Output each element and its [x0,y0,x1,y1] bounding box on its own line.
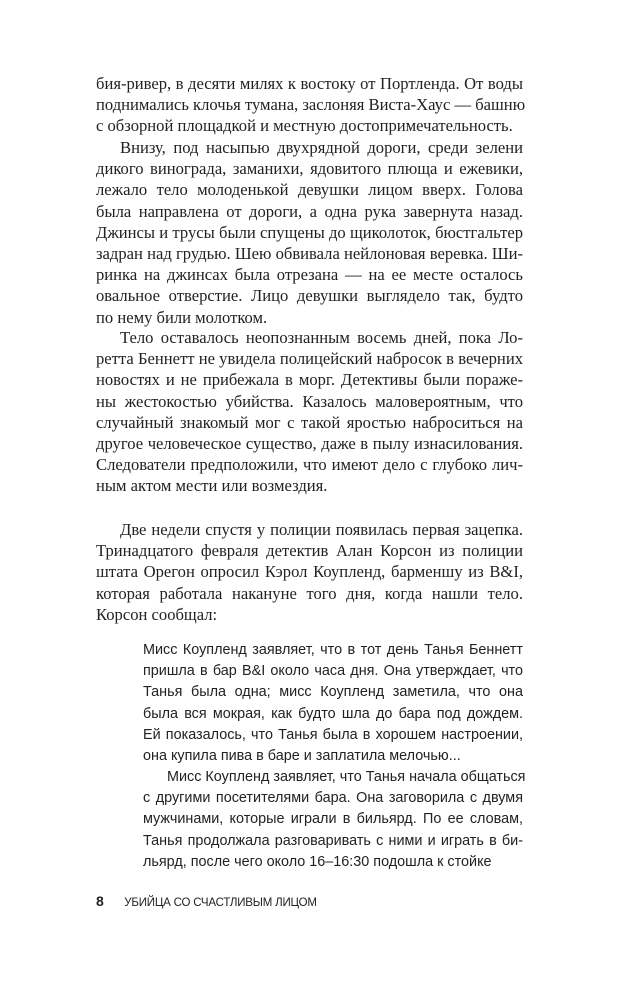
text-line: ны жестокостью убийства. Казалось маловероятным, что [96,391,523,411]
text-line: Тринадцатого февраля детектив Алан Корсон из полиции [96,541,523,561]
text-line: поднимались клочья тумана, заслоняя Виста-Хаус — башню [96,95,526,115]
text-line: дикого винограда, заманихи, ядовитого плюща и ежевики, [96,159,523,179]
paragraph [96,137,523,328]
text-line: Внизу, под насыпью двухрядной дороги, среди зелени [120,138,523,157]
text-line: Джинсы и трусы были спущены до щиколоток, бюстгальтер [96,222,523,242]
text-line: Мисс Коупленд заявляет, что Танья начала общаться [167,769,526,785]
text-line: с другими посетителями бара. Она заговорила с двумя [143,790,523,807]
text-line: Две недели спустя у полиции появилась первая зацепка. [120,520,523,539]
text-line: Ей показалось, что Танья была в хорошем настроении, [143,726,523,743]
text-line: новостях и не прибежала в морг. Детективы были пораже- [96,370,523,390]
paragraph [96,519,523,625]
text-line: случайный знакомый мог с такой яростью наброситься на [96,412,523,432]
text-line: пришла в бар B&I около часа дня. Она утверждает, что [143,663,523,680]
text-line: Мисс Коупленд заявляет, что в тот день Танья Беннетт [143,642,523,658]
text-line: ретта Беннетт не увидела полицейский набросок в вечерних [96,349,523,369]
text-line: Тело оставалось неопознанным восемь дней, пока Ло- [120,328,523,347]
text-line: лежало тело молоденькой девушки лицом вверх. Голова [96,180,523,200]
text-line: мужчинами, которые играли в бильярд. По ее словам, [143,811,523,828]
text-line: которая работала накануне того дня, когда нашли тело. [96,583,523,603]
text-line: была направлена от дороги, а одна рука завернута назад. [96,201,523,221]
text-line: ринка на джинсах была отрезана — на ее месте осталось [96,265,523,285]
text-line: ным актом мести или возмездия. [96,476,328,496]
paragraph [96,73,526,137]
text-line: овальное отверстие. Лицо девушки выглядело так, будто [96,286,523,306]
text-line: Танья продолжала разговаривать с ними и играть в би- [143,832,523,849]
quote-paragraph [143,640,523,767]
text-line: по нему били молотком. [96,307,268,327]
text-line: с обзорной площадкой и местную достопримечательность. [96,116,513,136]
text-line: льярд, после чего около 16–16:30 подошла к стойке [143,853,492,870]
page-number: 8 [96,893,104,909]
running-title: УБИЙЦА СО СЧАСТЛИВЫМ ЛИЦОМ [124,897,317,909]
quote-paragraph [143,767,526,873]
text-line: Корсон сообщал: [96,604,218,624]
text-line: была вся мокрая, как будто шла до бара под дождем. [143,705,523,722]
text-line: другое человеческое существо, даже в пылу изнасилования. [96,433,523,453]
text-line: Следователи предположили, что имеют дело с глубоко лич- [96,455,523,475]
page-footer [96,893,317,911]
text-line: Танья была одна; мисс Коупленд заметила, что она [143,684,523,701]
text-line: она купила пива в баре и заплатила мелочью... [143,747,461,764]
text-line: бия-ривер, в десяти милях к востоку от Портленда. От воды [96,74,523,93]
paragraph [96,327,523,497]
text-line: задран над грудью. Шею обвивала нейлоновая веревка. Ши- [96,243,523,263]
text-line: штата Орегон опросил Кэрол Коупленд, барменшу из B&I, [96,562,523,582]
